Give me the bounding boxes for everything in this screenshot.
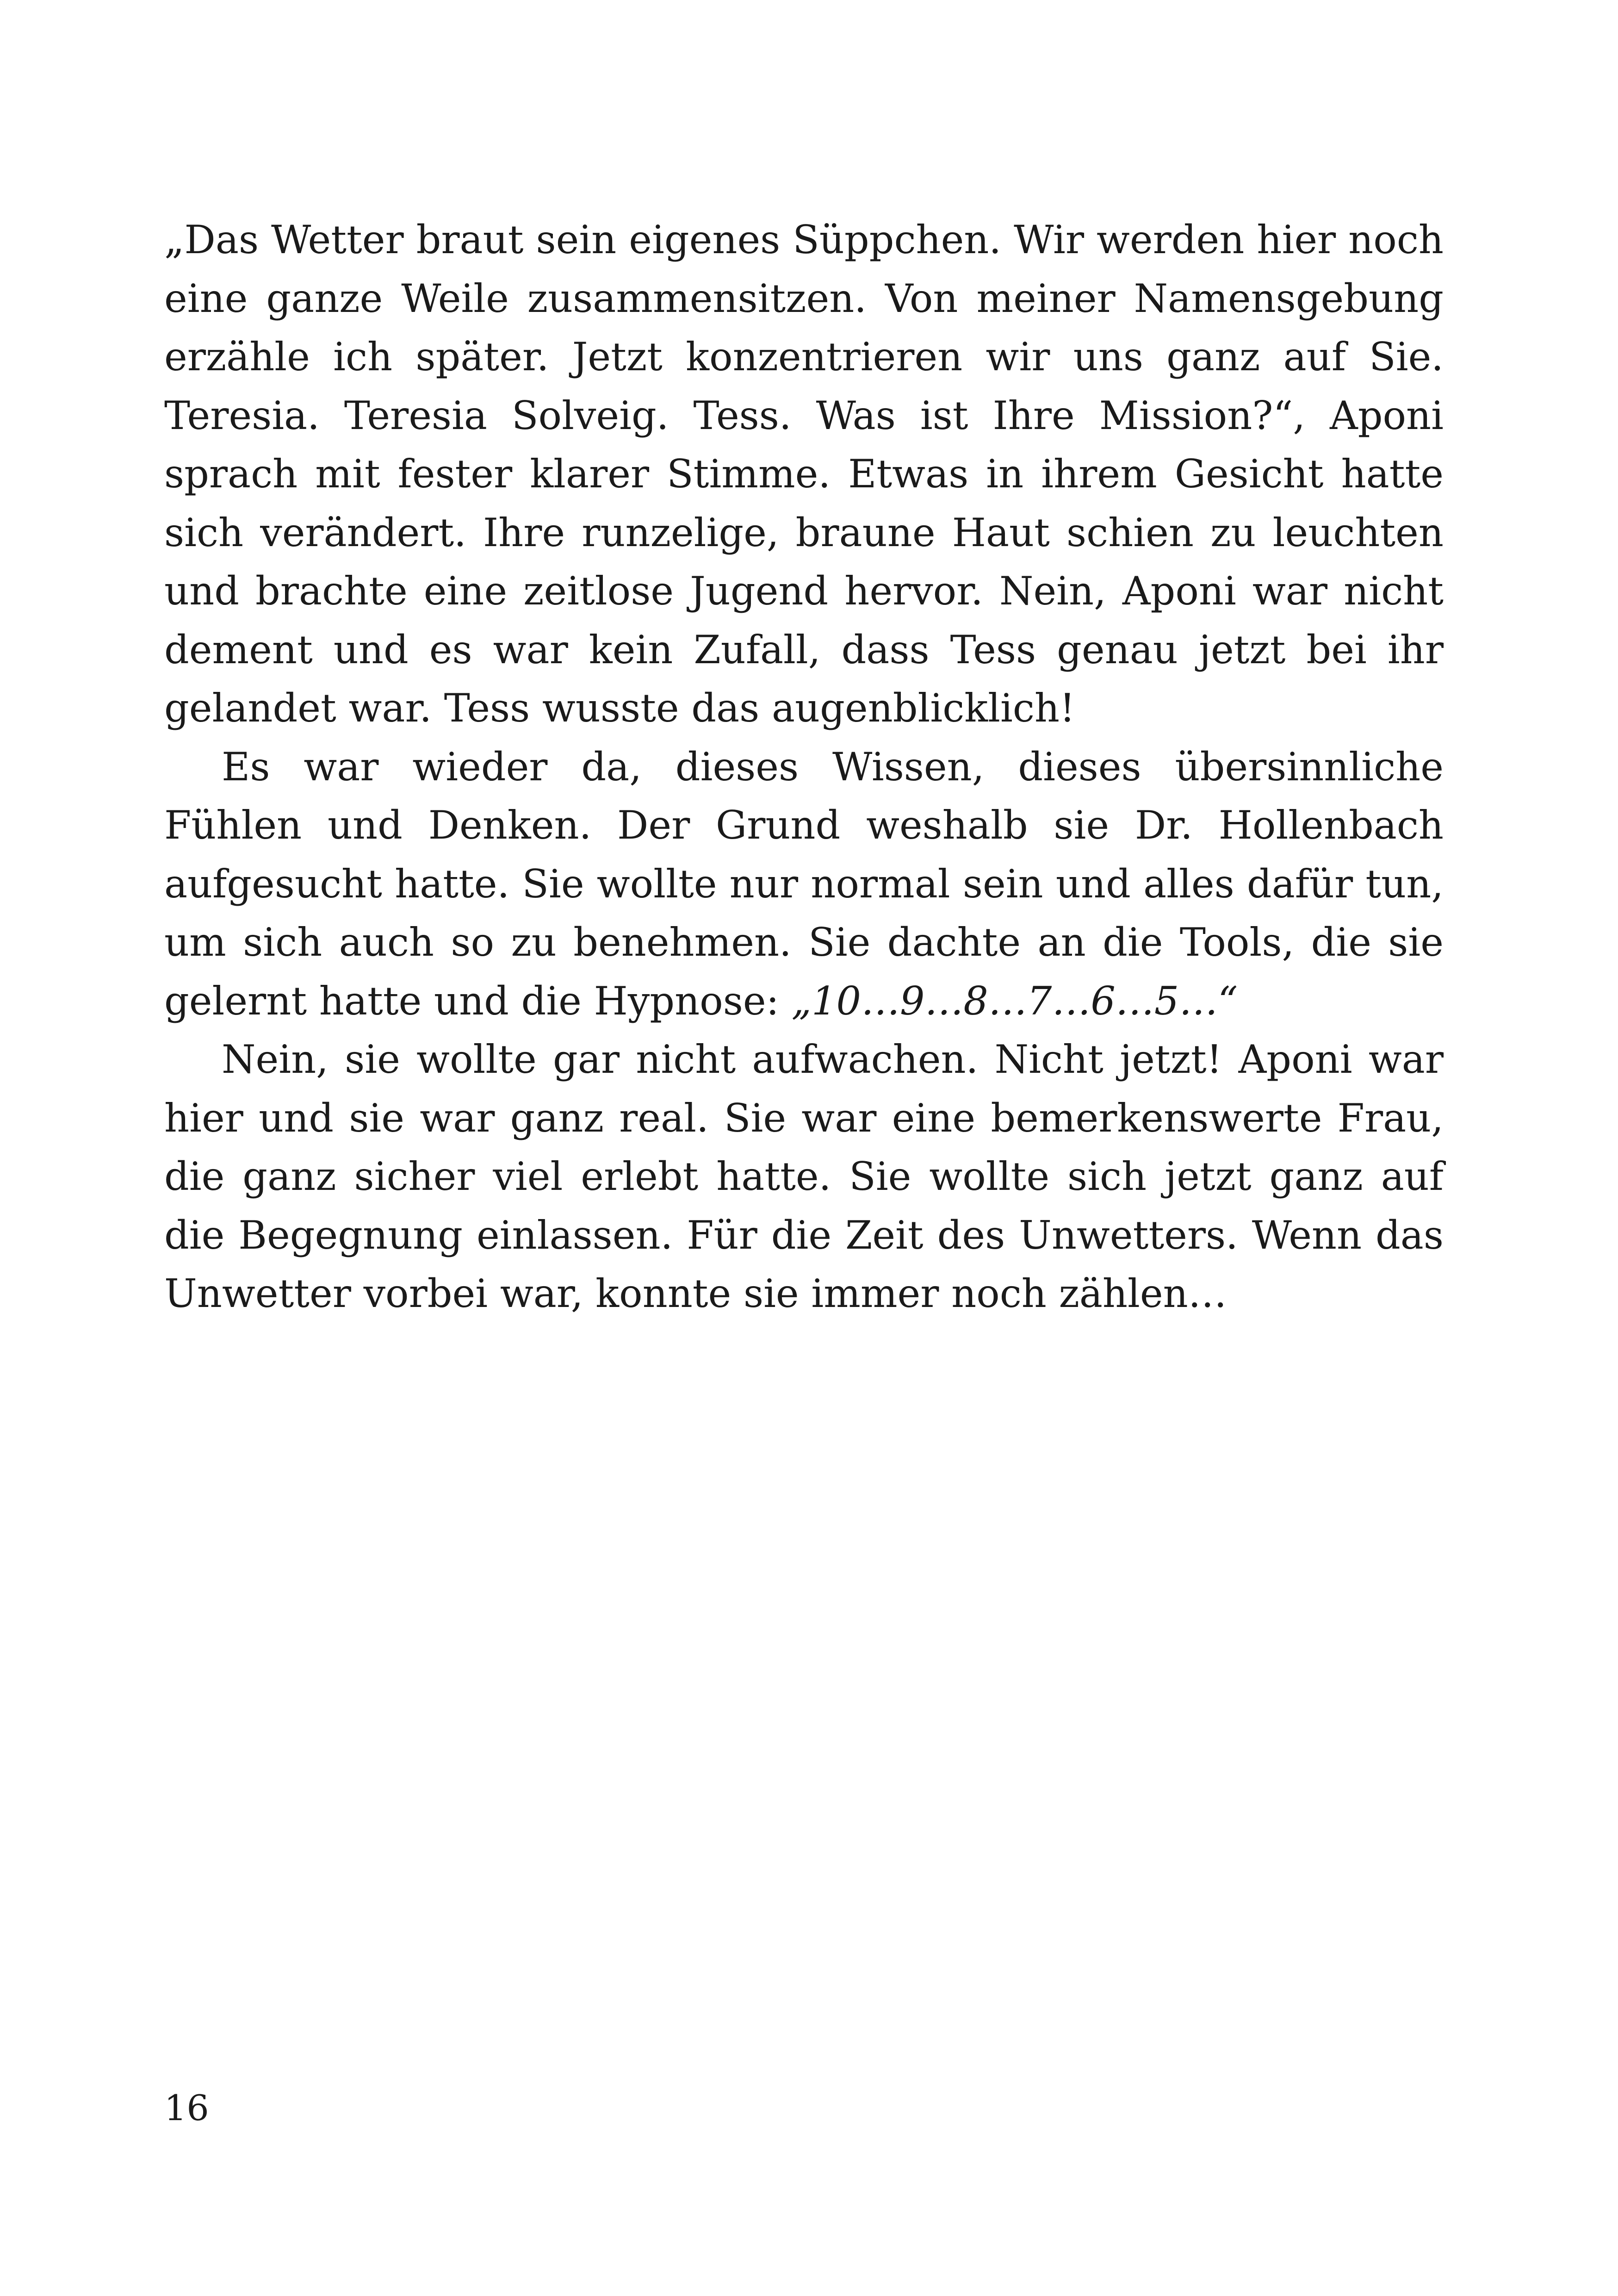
paragraph-2 [164,738,1444,1031]
page-number: 16 [164,2087,209,2128]
paragraph-1: „Das Wetter braut sein eigenes Süppchen. Wir werden hier noch eine ganze Weile zusammensitzen. Von meiner Namensgebung erzähle ich später. Jetzt konzentrieren wir uns ganz auf Sie. Teresia. Teresia Solveig. Tess. Was ist Ihre Mission?“, Aponi sprach mit fester klarer Stimme. Etwas in ihrem Gesicht hatte sich verändert. Ihre runzelige, braune Haut schien zu leuchten und brachte eine zeitlose Jugend hervor. Nein, Aponi war nicht dement und es war kein Zufall, dass Tess genau jetzt bei ihr gelandet war. Tess wusste das augenblicklich! [164,217,1444,731]
body-text [164,211,1444,1323]
paragraph-3: Nein, sie wollte gar nicht aufwachen. Nicht jetzt! Aponi war hier und sie war ganz real. Sie war eine bemerkenswerte Frau, die ganz sicher viel erlebt hatte. Sie wollte sich jetzt ganz auf die Begegnung einlassen. Für die Zeit des Unwetters. Wenn das Unwetter vorbei war, konnte sie immer noch zählen… [164,1037,1444,1316]
hypnosis-countdown: „10…9…8…7…6…5…“ [791,978,1238,1024]
paragraph-2-text: Es war wieder da, dieses Wissen, dieses übersinnliche Fühlen und Denken. Der Grund weshalb sie Dr. Hollenbach aufgesucht hatte. Sie wollte nur normal sein und alles dafür tun, um sich auch so zu benehmen. Sie dachte an die Tools, die sie gelernt hatte und die Hypnose: [164,744,1444,1024]
